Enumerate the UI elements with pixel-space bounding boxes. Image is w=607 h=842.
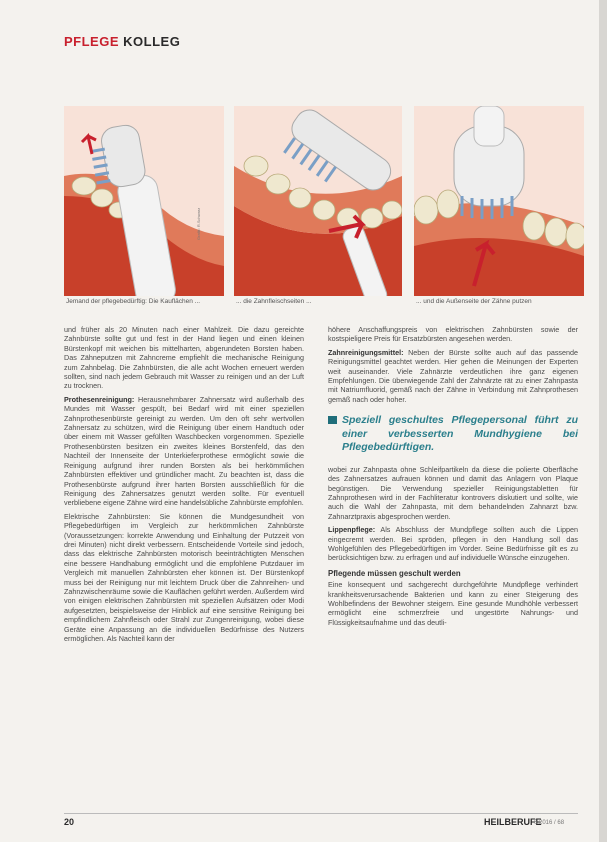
illustration-gum-side: [234, 106, 402, 296]
right-paragraph-5: Eine konsequent und sachgerecht durchgeführte Mundpflege verhindert krankheitsverursachende Bakterien und kann zu einer Steigerung des Wohlbefindens der Bewohner steigern. Eine gesunde Mundhöhle verbessert ermöglicht eine schmerzfreie und ungestörte Nahrungs- und Flüssigkeitsaufnahme und das deutli-: [328, 580, 578, 627]
left-column: [64, 325, 304, 647]
right-paragraph-2-keyword: Zahnreinigungsmittel:: [328, 347, 404, 357]
footer-rule: [64, 813, 578, 814]
speech-bubble-icon: [328, 416, 337, 424]
left-paragraph-2-keyword: Prothesenreinigung:: [64, 394, 135, 404]
toothbrush-illustration-2: [234, 106, 402, 296]
left-paragraph-1: [64, 325, 304, 391]
illustration-chewing-surfaces: [64, 106, 224, 296]
issue-info: 6.2016 / 68: [534, 820, 565, 826]
right-paragraph-3: wobei zur Zahnpasta ohne Schleifpartikeln da diese die polierte Oberfläche des Zahnersatzes aufrauen können und damit das Anlagern von Plaque begünstigen. Die Verwendung spezieller Reinigungstabletten für Zahnprothesen wird in der Fachliteratur kontrovers diskutiert und sollte, wie auch die Wahl der Zahnpasta, mit dem behandelnden Zahnarzt bzw. Zahnarztpraxis abgesprochen werden.: [328, 464, 578, 521]
section-header: [64, 34, 180, 49]
right-paragraph-4-text: Als Abschluss der Mundpflege sollten auch die Lippen eingecremt werden. Bei spröden, pflegen in den Handlung soll das Wohlgefühlen des Pflegebedürftigen im Vorder. Seine Bedürfnisse gilt es zu berücksichtigen bzw. zu erfragen und auf individuelle Wünsche einzugehen.: [328, 525, 578, 563]
toothbrush-illustration-1: [64, 106, 224, 296]
magazine-name: HEILBERUFE: [484, 817, 542, 827]
right-paragraph-4-keyword: Lippenpflege:: [328, 525, 376, 535]
figure-caption-1: Jemand der pflegebedürftig: Die Kauflächen ...: [66, 298, 201, 305]
right-column: [328, 325, 578, 631]
right-paragraph-2-text: Neben der Bürste sollte auch auf das passende Reinigungsmittel geachtet werden. Hier gehen die Meinungen der Experten weit auseinander. Viele Zahnärzte verdeutlichen ihre ganz eigenen Empfehlungen. Die überwiegende Zahl der Zahnärzte rät zu einer Zahnpasta mit Natriumfluorid, gemäß nach der Zähne in Verbindung mit Zahnprothesen gemäß nach oder hoher.: [328, 347, 578, 404]
figure-caption-2: ... die Zahnfleischseiten ...: [236, 298, 312, 305]
left-paragraph-2-text: Herausnehmbarer Zahnersatz wird außerhalb des Mundes mit Wasser gespült, bei Bedarf wird mit einer speziellen Zahnprothesenbürste gereinigt zu werden. Um den oft sehr wertvollen Zahnersatz zu schützen, wird die Reinigung über einem Handtuch oder über einem mit Wasser gefüllten Waschbecken vorgenommen. Spezielle Prothesenbürsten besitzen ein zweites kleines Borstenfeld, das den Nachteil der Innenseite der Unterkieferprothese ermöglicht sowie die Reinigung aufgrund ihrer runden Borsten als bei herkömmlichen Zahnbürsten effektiver und gründlicher macht. Zu beachten ist, dass die Prothesenbürste aufgrund ihrer harten Borsten ausschließlich für die Reinigung des Zahnersatzes genutzt werden sollte. Für eventuell verbliebene eigene Zähne wird eine handelsübliche Zahnbürste empfohlen.: [64, 394, 304, 508]
left-paragraph-1-text: und früher als 20 Minuten nach einer Mahlzeit. Die dazu gereichte Zahnbürste sollte gut und fest in der Hand liegen und einen kleinen Bürstenkopf mit weichen bis mittelharten, abgerundeten Borsten haben. Das Zähneputzen mit Zahncreme empfiehlt die mechanische Reinigung zum Zahnbelag. Die Zahnbürsten, die alle acht Wochen erneuert werden sollten, sind nach jedem Gebrauch mit Wasser zu reinigen und an der Luft zu trocknen.: [64, 325, 304, 391]
left-paragraph-3: [64, 512, 304, 644]
toothbrush-illustration-3: [414, 106, 584, 296]
pull-quote: [328, 414, 578, 455]
left-paragraph-3-text: Elektrische Zahnbürsten: Sie können die Mundgesundheit von Pflegebedürftigen im Vergleich zur herkömmlichen Zahnbürste (Voraussetzungen: korrekte Anwendung und Einhaltung der Putzzeit von drei Minuten) nicht direkt verbessern. Entscheidende Vorteile sind jedoch, dass das elektrische Zahnbürsten motorisch beeinträchtigten Menschen eine bessere Handhabung ermöglicht und die empfohlene Putzdauer im Vergleich mit manuellen Zahnbürsten eher können ist. Der Bürstenkopf muss bei der Reinigung nur mit leichtem Druck über die Zahnreihen- und Zahnzwischenräume sowie die Kauflächen geführt werden. Außerdem wird von einigen elektrischen Zahnbürsten mit speziellen Aufsätzen oder Modi aufgesetzten, beispielsweise der Hinblick auf eine sensitive Reinigung bei empfindlichem Zahnfleisch oder Strahl zur Zungenreinigung, wobei diese Geräte eine Anpassung an die individuellen Bedürfnisse des Nutzers ermöglichen. Als Nachteil kann der: [64, 511, 304, 643]
illustration-outer-side: [414, 106, 584, 296]
right-intro: höhere Anschaffungspreis von elektrischen Zahnbürsten sowie der kostspieligere Preis für Ersatzbürsten angesehen werden.: [328, 325, 578, 344]
pull-quote-text: Speziell geschultes Pflegepersonal führt zu einer verbesserten Mundhygiene bei Pflegebedürftigen.: [342, 414, 578, 454]
section-subheading: Pflegende müssen geschult werden: [328, 568, 461, 578]
illustration-credit: Grafik: R.Schwarz: [196, 207, 201, 240]
header-rest: KOLLEG: [123, 34, 181, 49]
page-number: 20: [64, 817, 75, 827]
right-paragraph-2: [328, 348, 578, 404]
right-paragraph-4: [328, 525, 578, 563]
figure-caption-3: ... und die Außenseite der Zähne putzen: [416, 298, 532, 305]
page-edge: [599, 0, 607, 842]
left-paragraph-2: [64, 395, 304, 508]
header-accent: PFLEGE: [64, 34, 120, 49]
